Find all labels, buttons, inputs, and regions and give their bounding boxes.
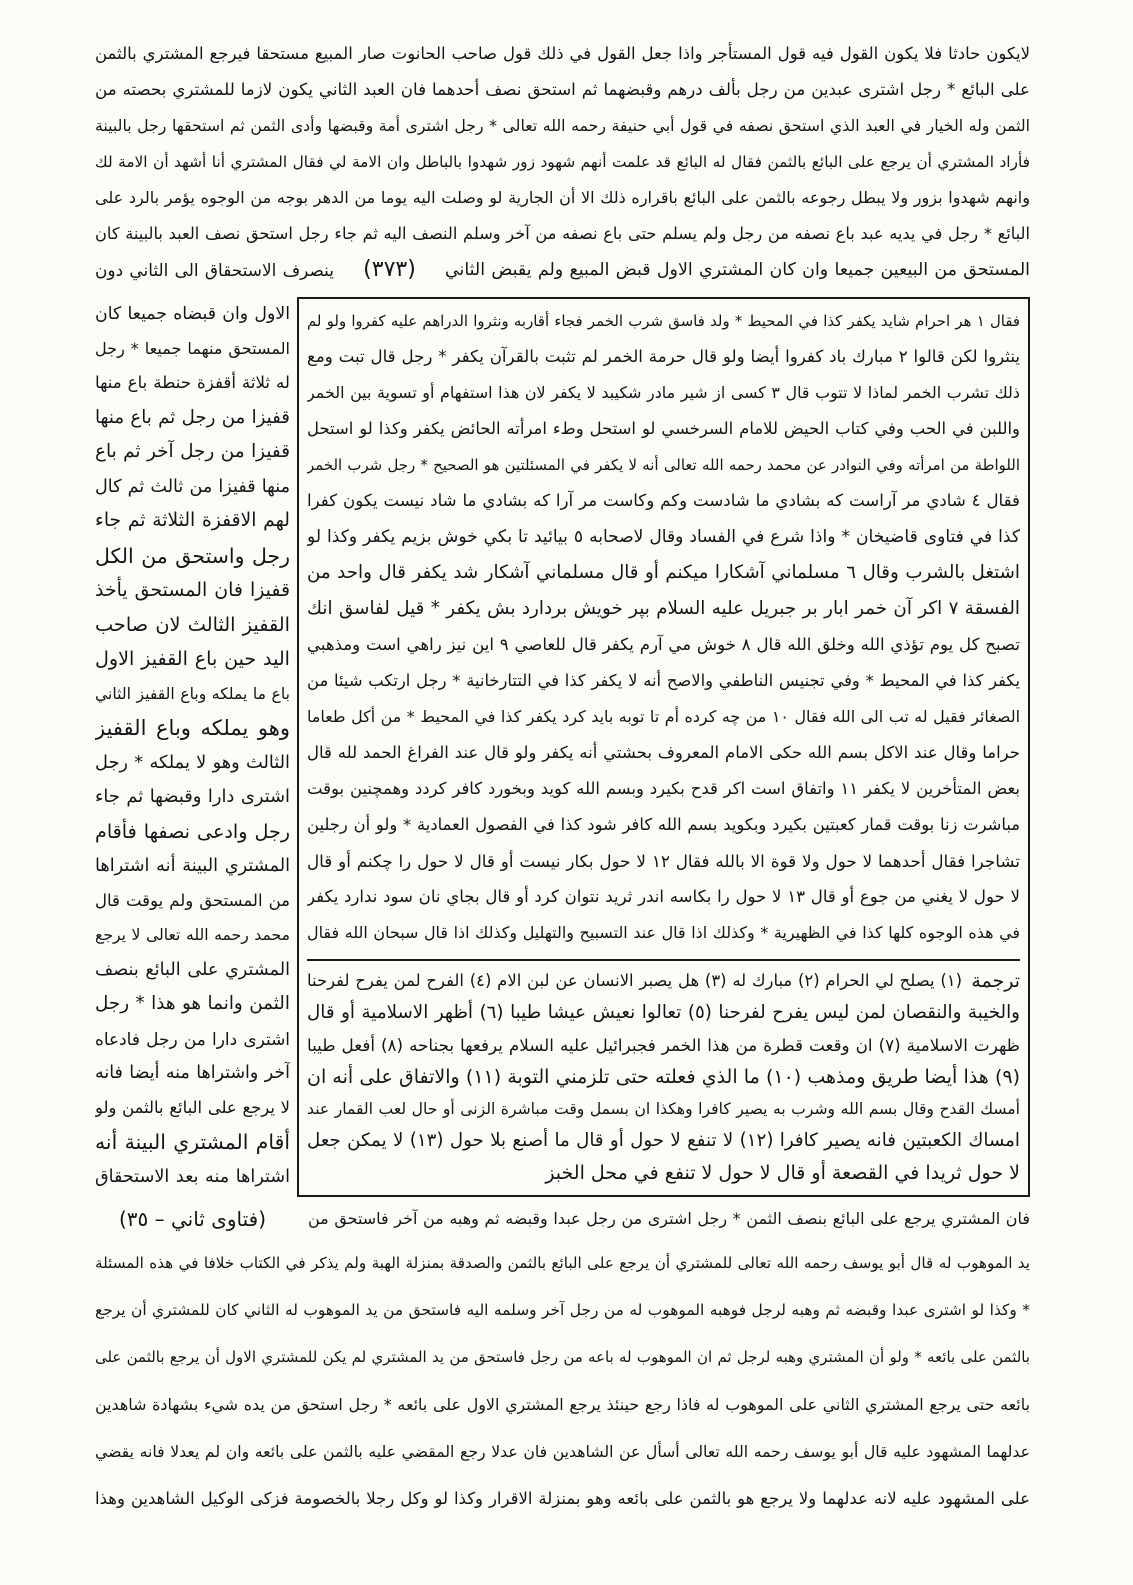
text-line: اشتغل بالشرب وقال ٦ مسلماني آشكارا ميكنم أو قال مسلماني آشكار شد يكفر قال واحد من xyxy=(307,562,1020,583)
text-line: فقال ٤ شادي مر آراست كه بشادي ما شادست وكم وكاست مر آرا كه بشادي ما شاد نيست يكون كفرا xyxy=(307,491,1020,510)
text-line: الصغائر فقيل له تب الى الله فقال ١٠ من چه كرده أم تا توبه بايد كرد يكفر كذا في المحيط * من أكل طعاما xyxy=(307,707,1020,726)
text-line: وانهم شهدوا بزور ولا يبطل رجوعه بالثمن على البائع باقراره ذلك الا أن الجارية لو وصلت اليه يوما من الدهر بوجه من الوجوه يؤمر بالرد على xyxy=(95,188,1030,207)
text-line: كذا في فتاوى قاضيخان * واذا شرع في الفساد وقال لاصحابه ٥ بيائيد تا بكي خوش بزيم يكفر وكذا لو xyxy=(307,527,1020,547)
text-line: المشتري على البائع بنصف xyxy=(95,959,290,980)
text-line: اليد حين باع القفيز الاول xyxy=(95,647,290,670)
text-line: الاول وان قبضاه جميعا كان xyxy=(95,304,290,324)
text-line-segment: المستحق من البيعين جميعا وان كان المشتري الاول قبض المبيع ولم يقبض الثاني xyxy=(445,260,1030,280)
text-line: قفيزا فان المستحق يأخذ xyxy=(95,579,290,601)
text-line: رجل واستحق من الكل xyxy=(95,543,290,568)
text-line: باع ما يملكه وباع القفيز الثاني xyxy=(95,683,290,703)
text-line: اشترى دارا من رجل فادعاه xyxy=(95,1028,290,1049)
text-line: فان المشتري يرجع على البائع بنصف الثمن * رجل اشترى من رجل عبدا وقبضه ثم وهبه من آخر فاستحق من xyxy=(308,1209,1030,1228)
text-line: على المشهود عليه لانه عدلهما ولا يرجع هو بالثمن على بائعه وهو بمنزلة الاقرار وكذا لو وكل رجلا بالخصومة فزكى الوكيل الشاهدين وهذا xyxy=(95,1489,1030,1508)
text-line: لا حول ثريدا في القصعة أو قال لا حول لا تنفع في محل الخبز xyxy=(545,1162,1020,1184)
text-line: وهو يملكه وباع القفيز xyxy=(95,716,290,740)
text-line: منها قفيزا من ثالث ثم كال xyxy=(95,476,290,497)
text-line: ذلك تشرب الخمر لماذا لا تتوب قال ٣ كسى از شير مادر شكيبد لا يكفر لان هذا استفهام أو تسوية بين الخمر xyxy=(307,383,1020,402)
footnote-text xyxy=(307,303,1020,951)
text-line: على البائع * رجل اشترى عبدين من رجل بألف درهم وقبضهما ثم استحق نصف أحدهما فان العبد الثاني يكون لازما للمشتري بحصته من xyxy=(95,80,1030,99)
text-line-with-signature xyxy=(95,1198,1030,1240)
text-line: حراما وقال عند الاكل بسم الله حكى الامام المعروف بحشتي أنه يكفر ولو قال عند الفراغ الحمد لله قال xyxy=(307,743,1020,762)
text-line: له ثلاثة أقفزة حنطة باع منها xyxy=(95,373,290,392)
text-line: تشاجرا فقال أحدهما لا حول ولا قوة الا بالله فقال ١٢ لا حول بكار نيست أو قال لا حول را چكنم أو قال xyxy=(307,851,1020,871)
bottom-text-block xyxy=(95,1198,1030,1522)
text-line: الثمن وانما هو هذا * رجل xyxy=(95,993,290,1014)
text-line: محمد رحمه الله تعالى لا يرجع xyxy=(95,925,290,944)
text-line: لايكون حادثا فلا يكون القول فيه قول المستأجر واذا جعل القول في ذلك قول صاحب الحانوت صار المبيع مستحقا فيرجع المشتري بالثمن xyxy=(95,44,1030,63)
text-line: امساك الكعبتين فانه يصير كافرا (١٢) لا تنفع لا حول أو قال ما أصنع بلا حول (١٣) لا يمكن جعل xyxy=(307,1130,1020,1151)
text-line: الثمن وله الخيار في العبد الذي استحق نصفه في قول أبي حنيفة رحمه الله تعالى * رجل اشترى أمة وقبضها وأدى الثمن ثم استحقها رجل بالبينة xyxy=(95,116,1030,135)
text-line: واللبن في الحب وفي كتاب الحيض للامام السرخسي لو استحل وطء امرأته الحائض يكفر وكذا لو استحل xyxy=(307,419,1020,438)
text-line: يكفر كذا في المحيط * وفي تجنيس الناطفي والاصح أنه لا يكفر كذا في التتارخانية * رجل ارتكب شيئا من xyxy=(307,671,1020,690)
text-line: لا يرجع على البائع بالثمن ولو xyxy=(95,1097,290,1117)
text-line: من المستحق ولم يوقت قال xyxy=(95,890,290,910)
text-line: (٩) هذا أيضا طريق ومذهب (١٠) ما الذي فعلته حتى تلزمني التوبة (١١) والاتفاق على أنه ان xyxy=(307,1066,1020,1088)
text-line: لا حول لا يغني من جوع أو قال ١٣ لا حول را بكاسه اندر ثريد نتوان كرد أو قال بجاي نان سود ندارد يكفر xyxy=(307,887,1020,906)
text-line: مباشرت زنا بوقت قمار كعبتين بكيرد وبكويد بسم الله كافر شود كذا في الفصول العمادية * ولو أن رجلين xyxy=(307,815,1020,834)
text-line: اللواطة من امرأته وفي النوادر عن محمد رحمه الله تعالى أنه لا يكفر في المسئلتين هو الصحيح * رجل شرب الخمر xyxy=(307,456,1020,474)
translation-label: ترجمة xyxy=(971,970,1020,992)
text-line: اشترى دارا وقبضها ثم جاء xyxy=(95,786,290,807)
text-line: أقام المشتري البينة أنه xyxy=(95,1130,290,1154)
text-line: قفيزا من رجل آخر ثم باع xyxy=(95,441,290,462)
top-text-block xyxy=(95,36,1030,288)
text-line: أمسك القدح وقال بسم الله وشرب به يصير كافرا وهكذا ان بسمل وقت مباشرة الزنى أو حال لعب القمار عند xyxy=(307,1100,1020,1118)
text-line: * وكذا لو اشترى عبدا وقبضه ثم وهبه لرجل فوهبه الموهوب له من رجل آخر وسلمه اليه فاستحق من يد الموهوب له الثاني كان للمشتري أن يرجع xyxy=(95,1301,1030,1319)
text-line-with-page-number xyxy=(95,252,1030,288)
text-line: يد الموهوب له قال أبو يوسف رحمه الله تعالى للمشتري أن يرجع على البائع بالثمن والصدقة بمنزلة الهبة ولم يذكر في الكتاب خلافا في هذه المسئلة xyxy=(95,1254,1030,1272)
text-line: قفيزا من رجل ثم باع منها xyxy=(95,406,290,428)
text-line-segment: ينصرف الاستحقاق الى الثاني دون xyxy=(95,260,334,280)
text-line: المستحق منهما جميعا * رجل xyxy=(95,338,290,358)
text-line: بالثمن على بائعه * ولو أن المشتري وهبه لرجل ثم ان الموهوب له باعه من رجل فاستحق من يد المشتري لم يكن للمشتري الاول أن يرجع بالثمن على xyxy=(95,1348,1030,1366)
text-line: بائعه حتى يرجع المشتري الثاني على الموهوب له فاذا رجع حينئذ يرجع المشتري الاول على بائعه * رجل استحق من يده شيء بشهادة شاهدين xyxy=(95,1395,1030,1414)
page-number: (٣٧٣) xyxy=(363,257,416,282)
translation-section xyxy=(307,959,1020,1189)
text-line: القفيز الثالث لان صاحب xyxy=(95,612,290,636)
text-line: (١) يصلح لي الحرام (٢) مبارك له (٣) هل يصبر الانسان عن لبن الام (٤) الفرح لمن يفرح لفرحنا xyxy=(307,971,962,990)
text-line: آخر واشتراها منه أيضا فانه xyxy=(95,1063,290,1083)
footnote-box xyxy=(297,297,1030,1197)
text-line: عدلهما المشهود عليه قال أبو يوسف رحمه الله تعالى أسأل عن الشاهدين فان عدلا رجع المقضي عليه بالثمن على بائعه وان لم يعدلا فانه يقضي xyxy=(95,1442,1030,1461)
text-line: تصبح كل يوم تؤذي الله وخلق الله قال ٨ خوش مي آرم يكفر قال للعاصي ٩ اين نيز راهي است ومذهبي xyxy=(307,635,1020,654)
translation-first-line xyxy=(307,965,1020,997)
text-line: بعض المتأخرين لا يكفر ١١ واتفاق است اكر قدح بكيرد وبسم الله كويد وبخورد كافر كردد وهمچنين بوقت xyxy=(307,779,1020,798)
text-line: المشتري البينة أنه اشتراها xyxy=(95,856,290,876)
side-column xyxy=(95,297,290,1194)
text-line: ظهرت الاسلامية (٧) ان وقعت قطرة من هذا الخمر فجبرائيل عليه السلام يرفعها بجناحه (٨) أفعل طيبا xyxy=(307,1035,1020,1055)
text-line: في هذه الوجوه كلها كذا في الظهيرية * وكذلك اذا قال عند التسبيح والتهليل وكذلك اذا قال سبحان الله فقال xyxy=(307,923,1020,942)
text-line: رجل وادعى نصفها فأقام xyxy=(95,819,290,843)
text-line: لهم الاقفزة الثلاثة ثم جاء xyxy=(95,510,290,531)
text-line: البائع * رجل في يديه عبد باع نصفه من رجل ولم يسلم حتى باع نصفه من آخر وسلم النصف اليه ثم جاء رجل استحق نصف العبد بالبينة كان xyxy=(95,224,1030,243)
signature-mark: (فتاوى ثاني – ٣٥) xyxy=(118,1207,267,1231)
text-line: ينثروا لكن قالوا ٢ مبارك باد كفروا أيضا ولو قال حرمة الخمر لم تثبت بالقرآن يكفر * رجل قال تبت ومع xyxy=(307,347,1020,366)
text-line: الثالث وهو لا يملكه * رجل xyxy=(95,752,290,773)
text-line: فقال ١ هر احرام شايد يكفر كذا في المحيط * ولد فاسق شرب الخمر فجاء أقاربه ونثروا الدراهم عليه كفروا ولو لم xyxy=(307,312,1020,330)
text-line: اشتراها منه بعد الاستحقاق xyxy=(95,1166,290,1187)
text-line: فأراد المشتري أن يرجع على البائع بالثمن فقال له البائع قد علمت أنهم شهود زور شهدوا بالباطل وان الامة لي فقال المشتري أنا أشهد أن الامة لك xyxy=(95,153,1030,171)
text-line: والخيبة والنقصان لمن ليس يفرح لفرحنا (٥) تعالوا نعيش عيشا طيبا (٦) أظهر الاسلامية أو قال xyxy=(307,1002,1020,1023)
text-line: الفسقة ٧ اكر آن خمر ابار بر جبريل عليه السلام بپر خويش بردارد بش يكفر * قيل لفاسق انك xyxy=(307,598,1020,619)
